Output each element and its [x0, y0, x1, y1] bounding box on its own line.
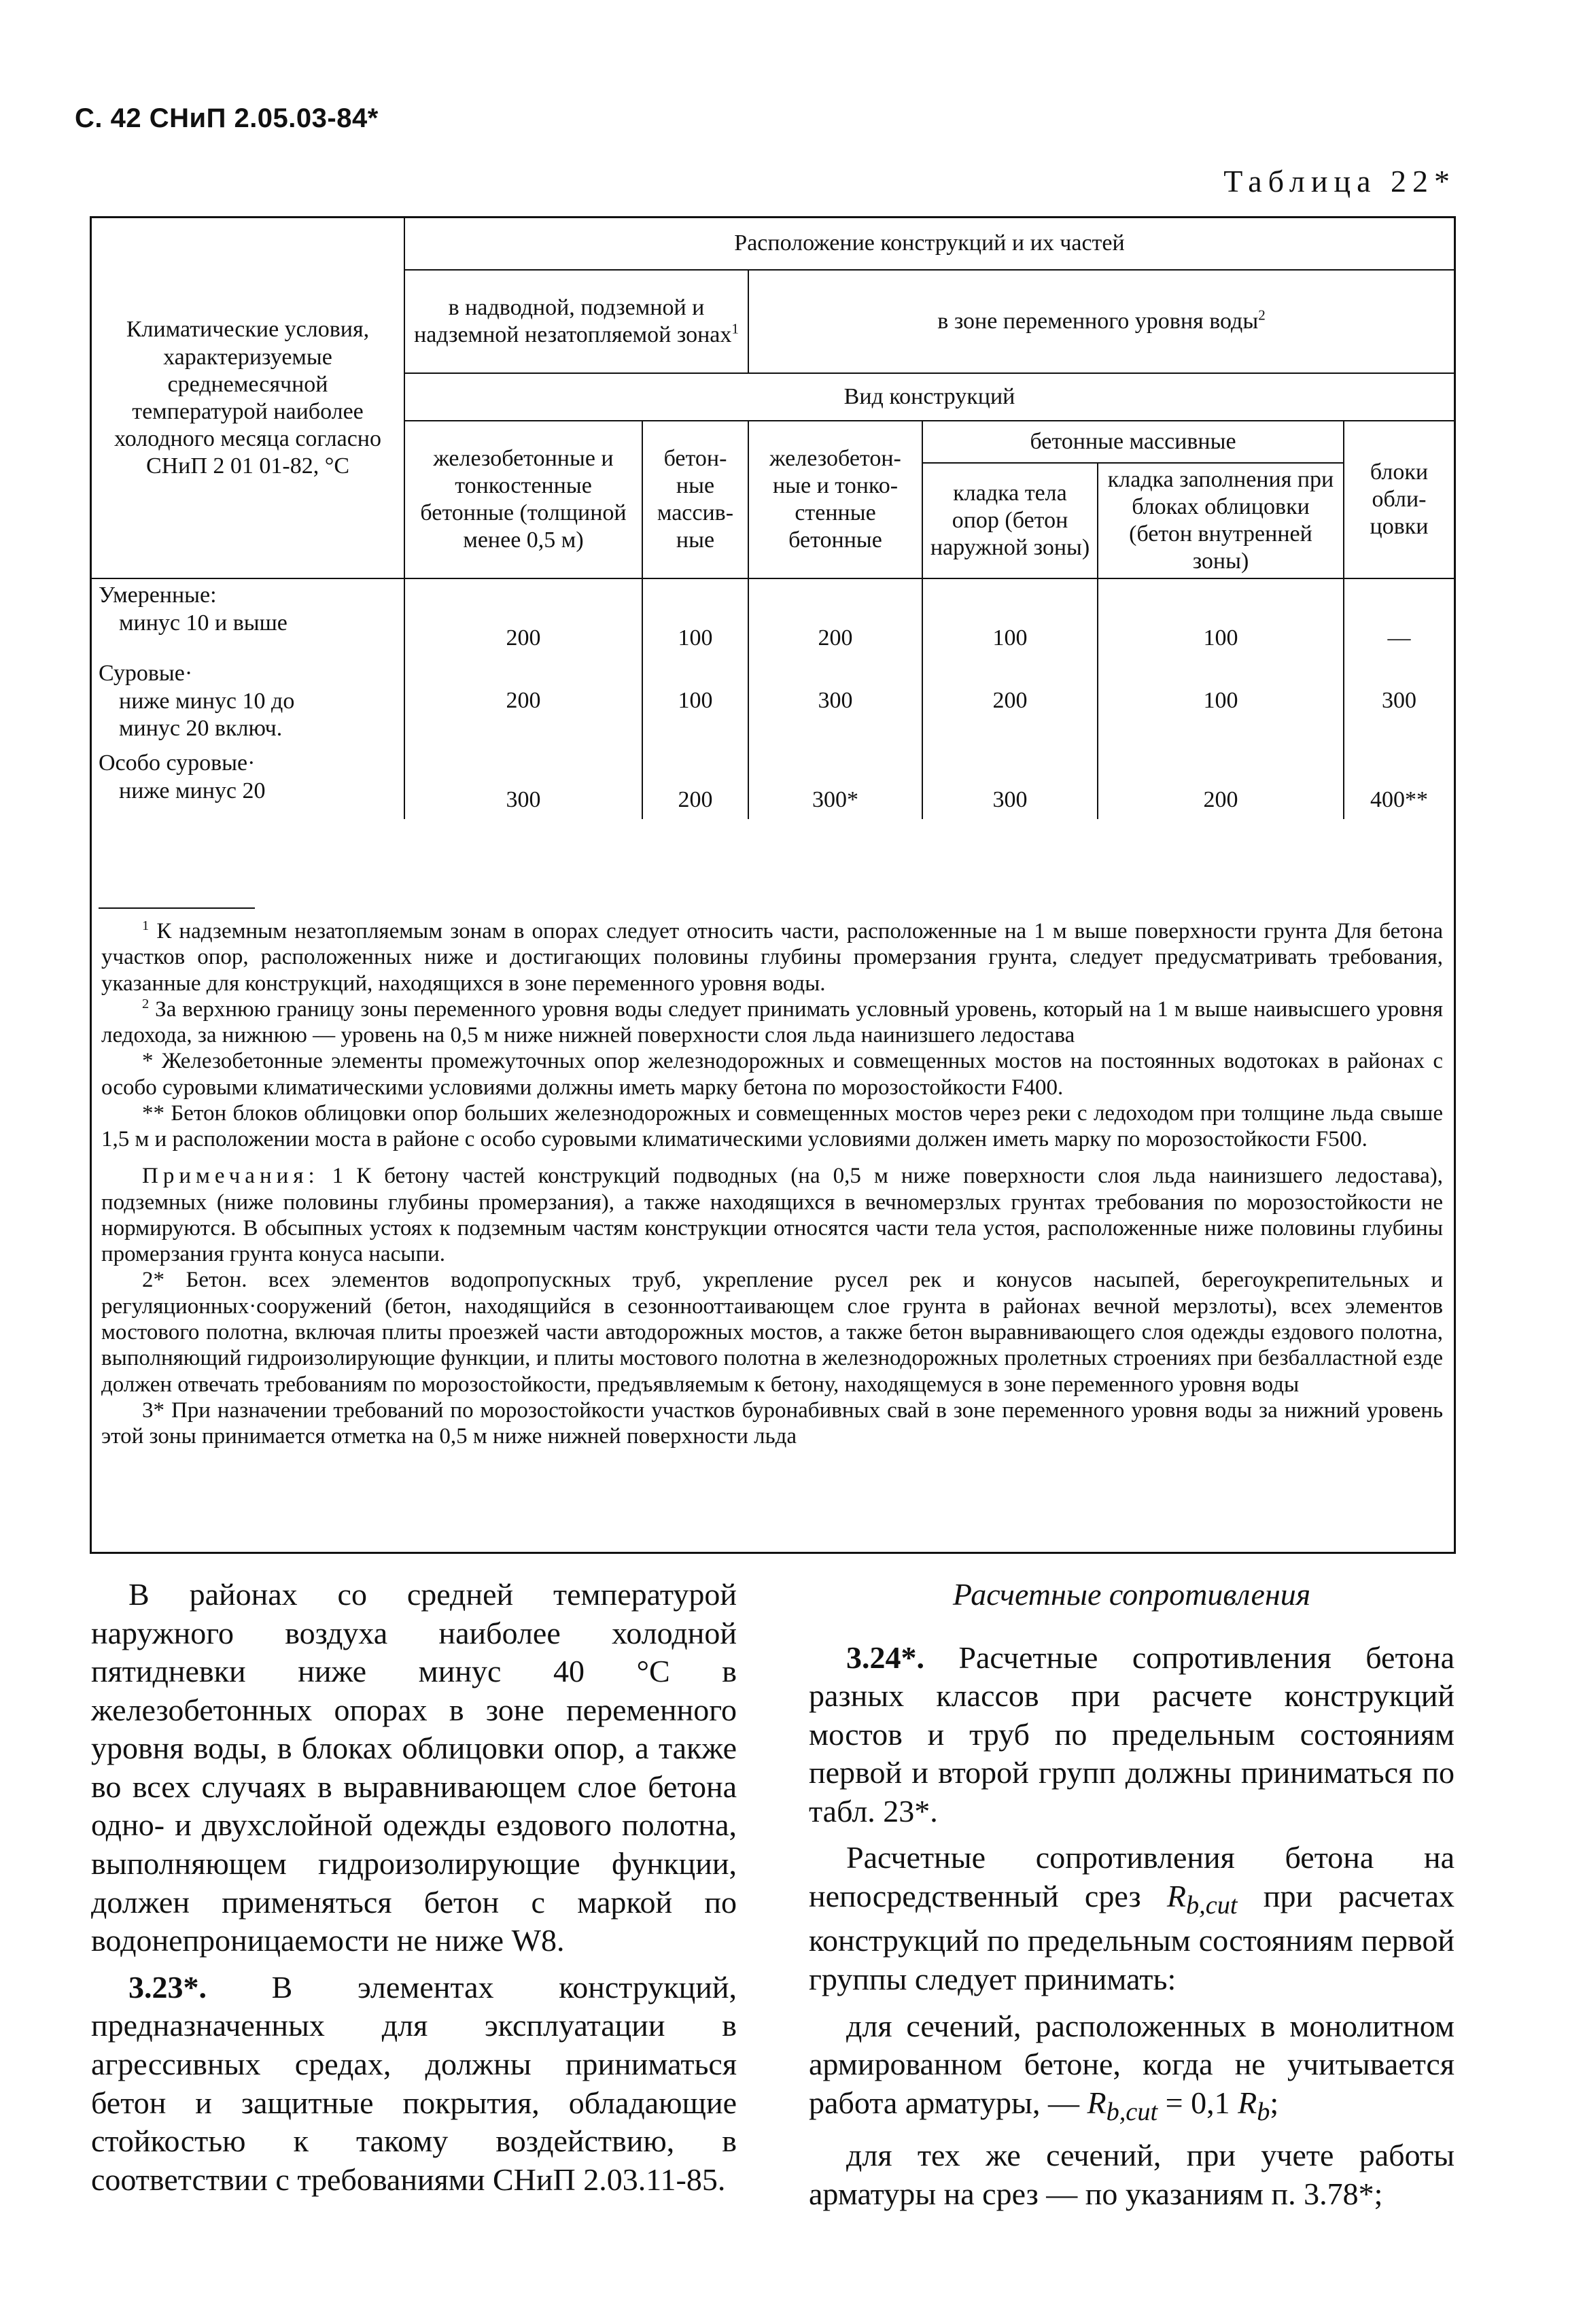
header-zone-variable: в зоне переменного уровня воды$^2$ [748, 270, 1454, 373]
table-title: Таблица 22* [1223, 164, 1456, 198]
remark-2: 2* Бетон. всех элементов водопропускных труб, укрепление русел рек и конусов насыпей, берегоукрепительных и регуляционных·сооружений (бетон, находящийся в сезоннооттаивающем слое грунта в районах вечной мерзлоты), всех элементов мостового полотна, включая плиты проезжей части автодорожных мостов, а также бетон выравнивающего слоя одежды ездового полотна, выполняющий гидроизолирующие функции, и плиты мостового полотна в железнодорожных пролетных строениях при безбалластной езде должен отвечать требованиям по морозостойкости, предъявляемым к бетону, находящемуся в зоне переменного уровня воды [101, 1268, 1443, 1397]
footnote-separator [99, 907, 255, 909]
table-cell: 300 [1344, 657, 1454, 747]
table-cell: 200 [922, 657, 1098, 747]
header-col-1: железобетонные и тонкостенные бетонные (толщиной менее 0,5 м) [404, 421, 642, 578]
right-column [809, 1576, 1455, 2213]
table-cell: 100 [642, 657, 748, 747]
page-header: С. 42 СНиП 2.05.03-84* [75, 103, 379, 133]
header-construction-type: Вид конструкций [404, 373, 1454, 421]
clause-3-23: 3.23*. В элементах конструкций, предназначенных для эксплуатации в агрессивных средах, должны приниматься бетон и защитные покрытия, обладающие стойкостью к такому воздействию, в соответствии с требованиями СНиП 2.03.11-85. [91, 1969, 737, 2197]
header-massive: бетонные массивные [922, 421, 1344, 463]
table-cell: 200 [404, 657, 642, 747]
left-column [91, 1576, 737, 2199]
row-climate: Умеренные: минус 10 и выше [92, 578, 404, 657]
header-col-5: кладка заполнения при блоках облицовки (бетон внутренней зоны) [1098, 463, 1344, 578]
section-subheading: Расчетные сопротивления [952, 1577, 1311, 1612]
table-cell: 100 [1098, 578, 1344, 657]
table-frame [90, 216, 1456, 1554]
header-location: Расположение конструкций и их частей [404, 218, 1454, 270]
table-cell: — [1344, 578, 1454, 657]
footnote-double-star: ** Бетон блоков облицовки опор больших железнодорожных и совмещенных мостов через реки с ледоходом при толщине льда свыше 1,5 м и расположении моста в районе с особо суровыми климатическими условиями должен иметь марку по морозостойкости F500. [101, 1100, 1443, 1152]
remark-3: 3* При назначении требований по морозостойкости участков буронабивных свай в зоне переменного уровня воды за нижний уровень этой зоны принимается отметка на 0,5 м ниже нижней поверхности льда [101, 1398, 1443, 1449]
table-cell: 300 [404, 747, 642, 819]
row-climate: Суровые· ниже минус 10 до минус 20 включ. [92, 657, 404, 747]
header-col-2: бетон-ные массив-ные [642, 421, 748, 578]
table-cell: 300* [748, 747, 922, 819]
paragraph: В районах со средней температурой наружного воздуха наиболее холодной пятидневки ниже минус 40 °С в железобетонных опорах в зоне переменного уровня воды, в блоках облицовки опор, а также во всех случаях в выравнивающем слое бетона одно- и двухслойной одежды ездового полотна, выполняющем гидроизолирующие функции, должен применяться бетон с маркой по водонепроницаемости не ниже W8. [91, 1577, 737, 1958]
paragraph: Расчетные сопротивления бетона на непосредственный срез $R_{b,cut}$ при расчетах конструкций по предельным состояниям первой группы следует принимать: [809, 1840, 1455, 1996]
table-cell: 200 [642, 747, 748, 819]
remark-1: Примечания: 1 К бетону частей конструкций подводных (на 0,5 м ниже поверхности слоя льда наинизшего ледостава), подземных (ниже половины глубины промерзания), а также находящихся в вечномерзлых грунтах требования по морозостойкости не нормируются. В обсыпных устоях к подземным частям конструкции относятся части тела устоя, расположенные ниже половины глубины промерзания грунта конуса насыпи. [101, 1164, 1443, 1267]
table-cell: 300 [922, 747, 1098, 819]
table-cell: 400** [1344, 747, 1454, 819]
header-climate: Климатические условия, характеризуемые среднемесячной температурой наиболее холодного месяца согласно СНиП 2 01 01-82, °С [92, 218, 404, 578]
frost-resistance-table [92, 218, 1454, 819]
footnote-2: $^2$ За верхнюю границу зоны переменного уровня воды следует принимать условный уровень, который на 1 м выше наивысшего уровня ледохода, за нижнюю — уровень на 0,5 м ниже нижней поверхности слоя льда наинизшего ледостава [101, 996, 1443, 1048]
header-col-4: кладка тела опор (бетон наружной зоны) [922, 463, 1098, 578]
table-cell: 100 [642, 578, 748, 657]
table-cell: 100 [922, 578, 1098, 657]
header-zone-above: в надводной, подземной и надземной незатопляемой зонах$^1$ [404, 270, 748, 373]
table-footnotes [101, 918, 1443, 1449]
clause-3-24: 3.24*. Расчетные сопротивления бетона разных классов при расчете конструкций мостов и труб по предельным состояниям первой и второй групп должны приниматься по табл. 23*. [809, 1640, 1455, 1828]
header-col-6: блоки обли-цовки [1344, 421, 1454, 578]
table-cell: 200 [1098, 747, 1344, 819]
table-cell: 200 [748, 578, 922, 657]
row-climate: Особо суровые· ниже минус 20 [92, 747, 404, 819]
paragraph: для сечений, расположенных в монолитном армированном бетоне, когда не учитывается работа арматуры, — $R_{b,cut} = 0,1$ $R_b$; [809, 2008, 1455, 2126]
paragraph: для тех же сечений, при учете работы арматуры на срез — по указаниям п. 3.78*; [809, 2138, 1455, 2211]
table-cell: 300 [748, 657, 922, 747]
footnote-star: * Железобетонные элементы промежуточных опор железнодорожных и совмещенных мостов на постоянных водотоках в районах с особо суровыми климатическими условиями должны иметь марку бетона по морозостойкости F400. [101, 1049, 1443, 1100]
table-cell: 200 [404, 578, 642, 657]
header-col-3: железобетон-ные и тонко-стенные бетонные [748, 421, 922, 578]
table-cell: 100 [1098, 657, 1344, 747]
footnote-1: $^1$ К надземным незатопляемым зонам в опорах следует относить части, расположенные на 1 м выше поверхности грунта Для бетона участков опор, расположенных ниже и достигающих половины глубины промерзания грунта, следует предусматривать требования, указанные для конструкций, находящихся в зоне переменного уровня воды. [101, 918, 1443, 996]
